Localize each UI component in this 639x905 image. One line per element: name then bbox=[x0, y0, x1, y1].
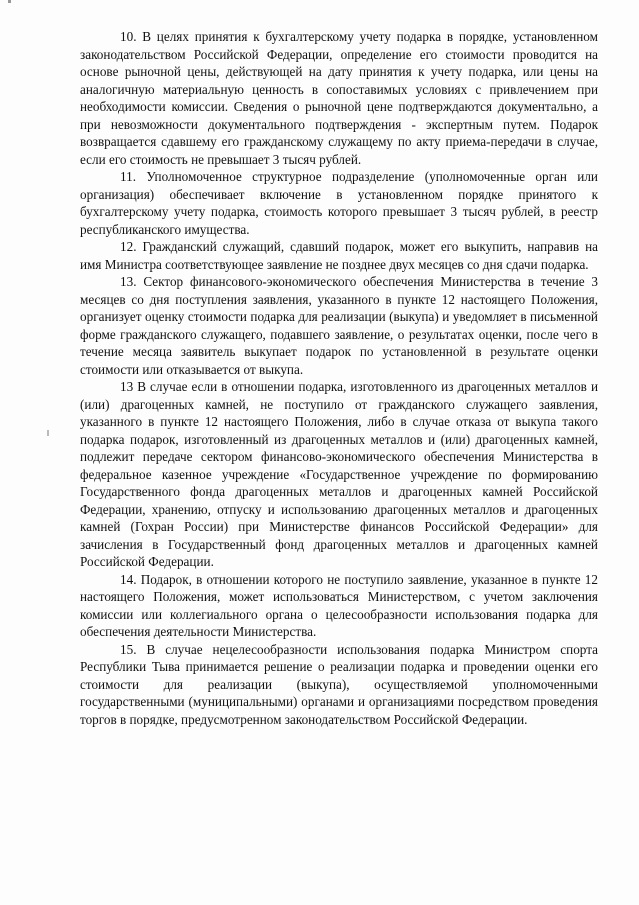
paragraph-13: 13. Сектор финансового-экономического обеспечения Министерства в течение 3 месяцев со дня поступления заявления, указанного в пункте 12 настоящего Положения, организует оценку стоимости подарка для реализации (выкупа) и уведомляет в письменной форме гражданского служащего, подавшего заявление, о результатах оценки, после чего в течение месяца заявитель выкупает подарок по установленной в результате оценки стоимости или отказывается от выкупа. bbox=[80, 274, 598, 377]
document-body bbox=[80, 28, 598, 728]
scan-artifact bbox=[8, 0, 11, 3]
paragraph-15: 15. В случае нецелесообразности использования подарка Министром спорта Республики Тыва принимается решение о реализации подарка и проведении оценки его стоимости для реализации (выкупа), осуществляемой уполномоченными государственными (муниципальными) органами и организациями посредством проведения торгов в порядке, предусмотренном законодательством Российской Федерации. bbox=[80, 641, 598, 727]
paragraph-12: 12. Гражданский служащий, сдавший подарок, может его выкупить, направив на имя Министра соответствующее заявление не позднее двух месяцев со дня сдачи подарка. bbox=[80, 239, 598, 272]
scan-artifact bbox=[47, 430, 49, 436]
paragraph-10: 10. В целях принятия к бухгалтерскому учету подарка в порядке, установленном законодательством Российской Федерации, определение его стоимости проводится на основе рыночной цены, действующей на дату принятия к учету подарка, или цены на аналогичную материальную ценность в сопоставимых условиях с привлечением при необходимости комиссии. Сведения о рыночной цене подтверждаются документально, а при невозможности документального подтверждения - экспертным путем. Подарок возвращается сдавшему его гражданскому служащему по акту приема-передачи в случае, если его стоимость не превышает 3 тысяч рублей. bbox=[80, 29, 598, 167]
paragraph-11: 11. Уполномоченное структурное подразделение (уполномоченные орган или организация) обеспечивает включение в установленном порядке принятого к бухгалтерскому учету подарка, стоимость которого превышает 3 тысяч рублей, в реестр республиканского имущества. bbox=[80, 169, 598, 237]
paragraph-14: 14. Подарок, в отношении которого не поступило заявление, указанное в пункте 12 настоящего Положения, может использоваться Министерством, с учетом заключения комиссии или коллегиального органа о целесообразности использования подарка для обеспечения деятельности Министерства. bbox=[80, 571, 598, 639]
paragraph-13-precious-metals: 13 В случае если в отношении подарка, изготовленного из драгоценных металлов и (или) драгоценных камней, не поступило от гражданского служащего заявления, указанного в пункте 12 настоящего Положения, либо в случае отказа от выкупа такого подарка подарок, изготовленный из драгоценных металлов и (или) драгоценных камней, подлежит передаче сектором финансово-экономического обеспечения Министерства в федеральное казенное учреждение «Государственное учреждение по формированию Государственного фонда драгоценных металлов и драгоценных камней Российской Федерации, хранению, отпуску и использованию драгоценных металлов и драгоценных камней (Гохран России) при Министерстве финансов Российской Федерации» для зачисления в Государственный фонд драгоценных металлов и драгоценных камней Российской Федерации. bbox=[80, 379, 598, 569]
